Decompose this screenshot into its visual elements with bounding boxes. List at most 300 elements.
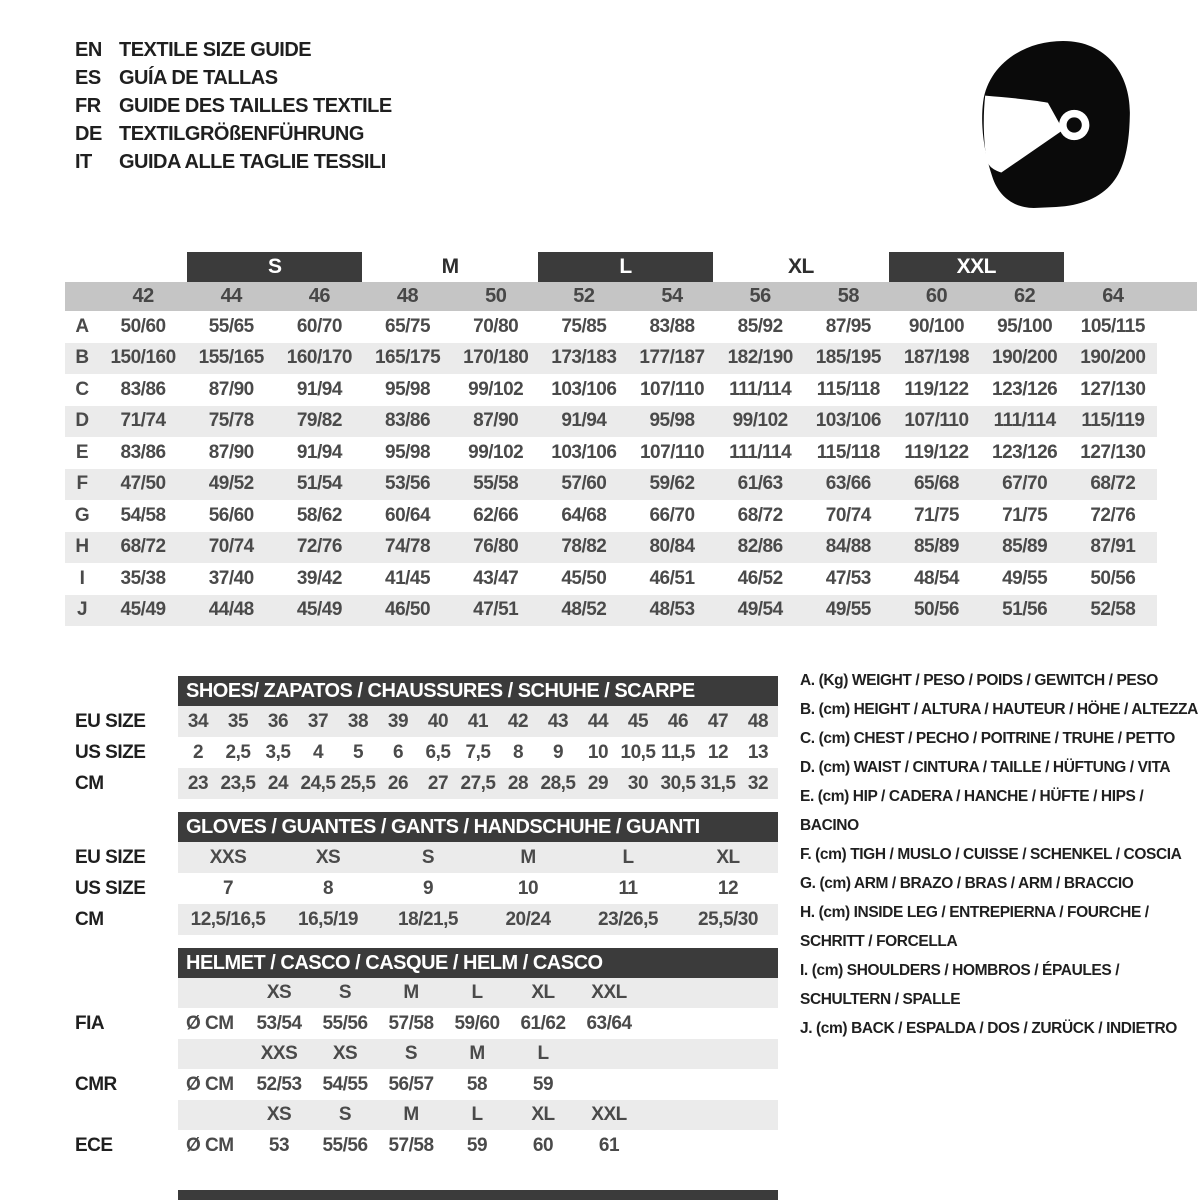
language-title: GUÍA DE TALLAS — [119, 66, 278, 89]
language-code: IT — [75, 150, 92, 173]
measurement-cell: 80/84 — [649, 536, 695, 558]
shoes-row — [75, 737, 778, 768]
row-letter: I — [79, 567, 85, 589]
racing-helmet-icon — [976, 38, 1138, 212]
helmet-size-value: 54/55 — [322, 1073, 368, 1095]
measurement-cell: 57/60 — [561, 473, 607, 495]
measurement-cell: 83/86 — [385, 410, 431, 432]
measurement-cell: 107/110 — [639, 441, 705, 463]
measurement-cell: 68/72 — [737, 504, 783, 526]
shoes-size-cell: 3,5 — [265, 741, 291, 763]
measurement-cell: 123/126 — [992, 378, 1058, 400]
helmet-size-label: M — [403, 1104, 419, 1125]
corner-cell — [65, 282, 99, 311]
language-title: TEXTILE SIZE GUIDE — [119, 38, 312, 61]
measurement-cell: 46/52 — [737, 567, 783, 589]
gloves-size-cell: 20/24 — [505, 908, 551, 930]
measurement-cell: 58/62 — [296, 504, 342, 526]
helmet-size-value: 56/57 — [388, 1073, 434, 1095]
size-group-label: S — [187, 252, 362, 282]
diameter-unit-label: Ø CM — [186, 1134, 234, 1156]
gloves-size-cell: XXS — [209, 846, 247, 868]
measurement-cell: 119/122 — [904, 378, 969, 400]
shoes-size-cell: 37 — [307, 710, 329, 732]
legend-entry: F. (cm) TIGH / MUSLO / CUISSE / SCHENKEL / COSCIA — [800, 846, 1182, 863]
measurement-cell: 83/86 — [120, 378, 166, 400]
shoes-size-cell: 7,5 — [465, 741, 491, 763]
helmet-size-label: XXS — [260, 1043, 298, 1064]
measurement-cell: 150/160 — [110, 347, 176, 369]
helmet-size-label: M — [403, 982, 419, 1003]
shoes-size-cell: 47 — [707, 710, 729, 732]
row-letter: A — [75, 315, 89, 337]
measurement-legend — [800, 666, 1200, 1043]
helmet-values-row — [75, 1069, 778, 1100]
shoes-size-cell: 8 — [512, 741, 524, 763]
gloves-row — [75, 842, 778, 873]
row-letter: C — [75, 378, 89, 400]
shoes-size-cell: 38 — [347, 710, 369, 732]
measurement-row — [65, 595, 1197, 627]
measurement-cell: 66/70 — [649, 504, 695, 526]
measurement-row — [65, 500, 1197, 532]
helmet-size-value: 58 — [466, 1073, 488, 1095]
helmet-values-row — [75, 1130, 778, 1161]
shoes-size-cell: 11,5 — [661, 741, 695, 763]
size-group-label: M — [441, 255, 459, 278]
helmet-size-value: 59/60 — [454, 1012, 500, 1034]
shoes-size-cell: 2,5 — [225, 741, 251, 763]
measurement-cell: 99/102 — [732, 410, 788, 432]
measurement-row — [65, 469, 1197, 501]
measurement-cell: 91/94 — [296, 441, 342, 463]
measurement-cell: 115/118 — [816, 378, 880, 400]
helmet-size-value: 63/64 — [586, 1012, 632, 1034]
language-row — [75, 36, 392, 64]
shoes-size-cell: 27 — [427, 772, 449, 794]
language-code: DE — [75, 122, 102, 145]
shoes-size-cell: 25,5 — [340, 772, 376, 794]
helmet-size-label: S — [338, 1104, 352, 1125]
row-label: EU SIZE — [75, 846, 146, 868]
measurement-cell: 48/54 — [913, 567, 959, 589]
shoes-size-cell: 28 — [507, 772, 529, 794]
shoes-size-cell: 23,5 — [220, 772, 256, 794]
helmet-size-value: 57/58 — [388, 1012, 434, 1034]
shoes-size-cell: 4 — [312, 741, 324, 763]
measurement-cell: 76/80 — [473, 536, 519, 558]
measurement-cell: 70/80 — [473, 315, 519, 337]
measurement-cell: 70/74 — [825, 504, 871, 526]
measurement-cell: 74/78 — [385, 536, 431, 558]
measurement-cell: 111/114 — [993, 410, 1056, 432]
measurement-cell: 115/119 — [1081, 410, 1145, 432]
size-cell: 46 — [308, 285, 331, 307]
helmet-standard-block — [75, 1100, 778, 1161]
measurement-cell: 50/56 — [1090, 567, 1136, 589]
measurement-cell: 59/62 — [649, 473, 695, 495]
shoes-section-title: SHOES/ ZAPATOS / CHAUSSURES / SCHUHE / SCARPE — [178, 676, 778, 706]
measurement-cell: 91/94 — [561, 410, 607, 432]
helmet-size-value: 61/62 — [520, 1012, 566, 1034]
measurement-cell: 155/165 — [198, 347, 264, 369]
shoes-size-cell: 41 — [467, 710, 489, 732]
measurement-cell: 119/122 — [904, 441, 969, 463]
helmet-size-label: S — [338, 982, 352, 1003]
measurement-cell: 87/90 — [208, 378, 254, 400]
measurement-cell: 62/66 — [473, 504, 519, 526]
measurement-cell: 55/58 — [473, 473, 519, 495]
language-row — [75, 120, 392, 148]
cropped-section-bar — [178, 1190, 778, 1200]
row-letter: B — [75, 347, 89, 369]
size-cell: 44 — [220, 285, 242, 307]
helmet-size-value: 59 — [532, 1073, 554, 1095]
row-letter: F — [76, 473, 88, 495]
row-label: EU SIZE — [75, 710, 146, 732]
gloves-section-title: GLOVES / GUANTES / GANTS / HANDSCHUHE / GUANTI — [178, 812, 778, 842]
measurement-cell: 170/180 — [463, 347, 529, 369]
measurement-cell: 63/66 — [825, 473, 871, 495]
measurement-cell: 55/65 — [208, 315, 254, 337]
helmet-size-label: L — [537, 1043, 549, 1064]
measurement-row — [65, 311, 1197, 343]
measurement-cell: 48/52 — [561, 599, 607, 621]
measurement-cell: 64/68 — [561, 504, 607, 526]
measurement-cell: 107/110 — [639, 378, 705, 400]
size-cell: 42 — [132, 285, 154, 307]
measurement-cell: 50/60 — [120, 315, 166, 337]
legend-entry: A. (Kg) WEIGHT / PESO / POIDS / GEWITCH / PESO — [800, 672, 1158, 689]
measurement-cell: 68/72 — [1090, 473, 1136, 495]
helmet-size-value: 53/54 — [256, 1012, 302, 1034]
measurement-cell: 111/114 — [729, 378, 792, 400]
shoes-size-cell: 39 — [387, 710, 409, 732]
measurement-cell: 46/50 — [385, 599, 431, 621]
measurement-cell: 45/49 — [296, 599, 342, 621]
measurement-cell: 87/90 — [473, 410, 519, 432]
measurement-cell: 105/115 — [1080, 315, 1145, 337]
shoes-size-cell: 45 — [627, 710, 649, 732]
shoes-size-cell: 31,5 — [700, 772, 736, 794]
measurement-cell: 103/106 — [551, 441, 617, 463]
measurement-cell: 67/70 — [1002, 473, 1048, 495]
measurement-cell: 103/106 — [551, 378, 617, 400]
helmet-size-label: S — [404, 1043, 418, 1064]
helmet-standard-block — [75, 1039, 778, 1100]
gloves-size-cell: 10 — [517, 877, 539, 899]
helmet-size-value: 55/56 — [322, 1012, 368, 1034]
shoes-size-cell: 9 — [552, 741, 564, 763]
shoes-size-cell: 6 — [392, 741, 404, 763]
shoes-row — [75, 706, 778, 737]
measurement-cell: 83/86 — [120, 441, 166, 463]
measurement-cell: 68/72 — [120, 536, 166, 558]
helmet-size-labels — [178, 1039, 778, 1069]
legend-entry: D. (cm) WAIST / CINTURA / TAILLE / HÜFTUNG / VITA — [800, 759, 1171, 776]
measurement-cell: 65/75 — [385, 315, 431, 337]
helmet-size-value: 59 — [466, 1134, 488, 1156]
helmet-size-value: 52/53 — [256, 1073, 302, 1095]
helmet-size-value: 53 — [268, 1134, 290, 1156]
gloves-size-cell: 12 — [717, 877, 739, 899]
measurement-cell: 37/40 — [208, 567, 254, 589]
shoes-size-cell: 32 — [747, 772, 769, 794]
measurement-cell: 49/55 — [825, 599, 871, 621]
measurement-row — [65, 563, 1197, 595]
gloves-size-cell: 16,5/19 — [298, 908, 358, 930]
helmet-section — [75, 948, 778, 1161]
measurement-cell: 47/51 — [473, 599, 519, 621]
measurement-cell: 60/64 — [385, 504, 431, 526]
row-letter: J — [76, 599, 88, 621]
size-cell: 50 — [485, 285, 507, 307]
gloves-row — [75, 873, 778, 904]
row-label: CM — [75, 772, 104, 794]
helmet-values-row — [75, 1008, 778, 1039]
measurement-cell: 95/98 — [385, 441, 431, 463]
size-cell: 52 — [573, 285, 595, 307]
measurement-row — [65, 437, 1197, 469]
measurement-cell: 72/76 — [296, 536, 342, 558]
row-letter: G — [74, 504, 90, 526]
size-cell: 56 — [749, 285, 771, 307]
shoes-size-cell: 24,5 — [300, 772, 336, 794]
measurement-cell: 49/55 — [1002, 567, 1048, 589]
measurement-cell: 54/58 — [120, 504, 166, 526]
shoes-size-cell: 26 — [387, 772, 409, 794]
measurement-cell: 165/175 — [374, 347, 441, 369]
measurement-cell: 99/102 — [468, 378, 524, 400]
helmet-size-label: XS — [266, 1104, 292, 1125]
size-group-header — [187, 252, 1064, 282]
shoes-size-cell: 5 — [352, 741, 364, 763]
helmet-size-label: XL — [531, 1104, 555, 1125]
textile-size-table — [65, 282, 1197, 626]
shoes-size-cell: 35 — [227, 710, 249, 732]
measurement-cell: 61/63 — [737, 473, 783, 495]
shoes-size-cell: 43 — [547, 710, 569, 732]
helmet-section-title: HELMET / CASCO / CASQUE / HELM / CASCO — [178, 948, 778, 978]
legend-entry: C. (cm) CHEST / PECHO / POITRINE / TRUHE / PETTO — [800, 730, 1175, 747]
helmet-size-label: L — [471, 1104, 483, 1125]
language-code: ES — [75, 66, 101, 89]
language-row — [75, 64, 392, 92]
shoes-size-cell: 12 — [707, 741, 729, 763]
measurement-cell: 45/50 — [561, 567, 607, 589]
helmet-standard-block — [75, 978, 778, 1039]
measurement-cell: 127/130 — [1080, 378, 1146, 400]
measurement-cell: 111/114 — [729, 441, 792, 463]
measurement-cell: 75/85 — [561, 315, 607, 337]
measurement-cell: 60/70 — [296, 315, 342, 337]
size-group-label: XL — [788, 255, 814, 278]
measurement-cell: 177/187 — [639, 347, 705, 369]
measurement-cell: 85/89 — [1002, 536, 1048, 558]
gloves-size-cell: XL — [716, 846, 740, 868]
measurement-cell: 190/200 — [992, 347, 1058, 369]
measurement-cell: 49/52 — [208, 473, 254, 495]
measurement-cell: 84/88 — [825, 536, 871, 558]
measurement-cell: 56/60 — [208, 504, 254, 526]
shoes-section — [75, 676, 778, 799]
language-row — [75, 148, 392, 176]
gloves-size-cell: S — [421, 846, 435, 868]
size-group-label: L — [538, 252, 713, 282]
language-title: GUIDE DES TAILLES TEXTILE — [119, 94, 392, 117]
helmet-size-label: M — [469, 1043, 485, 1064]
helmet-size-value: 57/58 — [388, 1134, 434, 1156]
measurement-cell: 95/100 — [997, 315, 1053, 337]
shoes-size-cell: 6,5 — [425, 741, 451, 763]
measurement-cell: 48/53 — [649, 599, 695, 621]
language-row — [75, 92, 392, 120]
measurement-cell: 65/68 — [913, 473, 959, 495]
shoes-size-cell: 10 — [587, 741, 609, 763]
shoes-size-cell: 30,5 — [660, 772, 696, 794]
shoes-size-cell: 28,5 — [540, 772, 576, 794]
standard-label: FIA — [75, 1012, 105, 1034]
shoes-size-cell: 29 — [587, 772, 609, 794]
measurement-cell: 107/110 — [904, 410, 969, 432]
measurement-cell: 99/102 — [468, 441, 524, 463]
measurement-cell: 123/126 — [992, 441, 1058, 463]
language-code: FR — [75, 94, 101, 117]
measurement-cell: 85/92 — [737, 315, 783, 337]
shoes-size-cell: 23 — [187, 772, 209, 794]
measurement-cell: 173/183 — [551, 347, 617, 369]
shoes-size-cell: 10,5 — [620, 741, 656, 763]
measurement-cell: 85/89 — [913, 536, 959, 558]
shoes-size-cell: 27,5 — [460, 772, 496, 794]
standard-label: ECE — [75, 1134, 113, 1156]
measurement-cell: 87/90 — [208, 441, 254, 463]
measurement-cell: 70/74 — [208, 536, 254, 558]
helmet-size-value: 61 — [598, 1134, 620, 1156]
measurement-cell: 95/98 — [385, 378, 431, 400]
measurement-cell: 47/50 — [120, 473, 166, 495]
measurement-cell: 53/56 — [385, 473, 431, 495]
gloves-size-cell: XS — [315, 846, 341, 868]
measurement-cell: 45/49 — [120, 599, 166, 621]
helmet-size-label: XXL — [591, 1104, 627, 1125]
diameter-unit-label: Ø CM — [186, 1012, 234, 1034]
row-label: CM — [75, 908, 104, 930]
gloves-size-cell: 7 — [222, 877, 234, 899]
shoes-size-cell: 34 — [187, 710, 209, 732]
helmet-size-labels — [178, 978, 778, 1008]
gloves-size-cell: 11 — [618, 877, 638, 899]
measurement-row — [65, 532, 1197, 564]
measurement-cell: 115/118 — [816, 441, 880, 463]
measurement-cell: 185/195 — [815, 347, 881, 369]
measurement-cell: 43/47 — [473, 567, 519, 589]
measurement-cell: 71/74 — [120, 410, 166, 432]
size-cell: 62 — [1014, 285, 1036, 307]
measurement-cell: 71/75 — [1002, 504, 1048, 526]
size-cell: 64 — [1102, 285, 1124, 307]
size-group-label: XXL — [889, 252, 1064, 282]
measurement-cell: 35/38 — [120, 567, 166, 589]
measurement-cell: 51/54 — [296, 473, 342, 495]
shoes-size-cell: 36 — [267, 710, 289, 732]
measurement-cell: 182/190 — [727, 347, 793, 369]
helmet-size-label: XS — [266, 982, 292, 1003]
measurement-cell: 160/170 — [286, 347, 352, 369]
legend-entry: E. (cm) HIP / CADERA / HANCHE / HÜFTE / HIPS / BACINO — [800, 788, 1144, 834]
shoes-size-cell: 30 — [627, 772, 649, 794]
measurement-cell: 51/56 — [1002, 599, 1048, 621]
measurement-cell: 79/82 — [296, 410, 342, 432]
measurement-cell: 103/106 — [815, 410, 881, 432]
measurement-cell: 127/130 — [1080, 441, 1146, 463]
row-letter: H — [75, 536, 89, 558]
helmet-size-label: XXL — [591, 982, 627, 1003]
measurement-cell: 91/94 — [296, 378, 342, 400]
legend-entry: B. (cm) HEIGHT / ALTURA / HAUTEUR / HÖHE / ALTEZZA — [800, 701, 1198, 718]
numeric-size-row — [65, 282, 1197, 311]
row-letter: D — [75, 410, 89, 432]
measurement-cell: 87/91 — [1090, 536, 1136, 558]
gloves-size-cell: 9 — [422, 877, 434, 899]
shoes-size-cell: 40 — [427, 710, 449, 732]
language-title: GUIDA ALLE TAGLIE TESSILI — [119, 150, 386, 173]
measurement-cell: 52/58 — [1090, 599, 1136, 621]
shoes-row — [75, 768, 778, 799]
size-cell: 48 — [396, 285, 419, 307]
gloves-size-cell: 12,5/16,5 — [190, 908, 266, 930]
measurement-cell: 71/75 — [913, 504, 959, 526]
measurement-cell: 90/100 — [908, 315, 965, 337]
shoes-size-cell: 24 — [267, 772, 289, 794]
legend-entry: G. (cm) ARM / BRAZO / BRAS / ARM / BRACCIO — [800, 875, 1134, 892]
helmet-size-value: 55/56 — [322, 1134, 368, 1156]
language-code: EN — [75, 38, 102, 61]
measurement-cell: 41/45 — [385, 567, 431, 589]
measurement-cell: 187/198 — [903, 347, 970, 369]
gloves-row — [75, 904, 778, 935]
measurement-row — [65, 374, 1197, 406]
gloves-section — [75, 812, 778, 935]
helmet-size-labels — [178, 1100, 778, 1130]
measurement-cell: 49/54 — [737, 599, 783, 621]
row-label: US SIZE — [75, 877, 146, 899]
measurement-cell: 78/82 — [561, 536, 607, 558]
gloves-size-cell: 25,5/30 — [698, 908, 758, 930]
diameter-unit-label: Ø CM — [186, 1073, 234, 1095]
measurement-cell: 82/86 — [737, 536, 783, 558]
shoes-size-cell: 2 — [192, 741, 204, 763]
measurement-cell: 95/98 — [649, 410, 695, 432]
size-cell: 54 — [661, 285, 683, 307]
gloves-size-cell: L — [622, 846, 634, 868]
helmet-size-label: XS — [332, 1043, 358, 1064]
shoes-size-cell: 48 — [747, 710, 769, 732]
standard-label: CMR — [75, 1073, 117, 1095]
language-title: TEXTILGRÖßENFÜHRUNG — [119, 122, 364, 145]
size-cell: 60 — [925, 285, 948, 307]
shoes-size-cell: 44 — [587, 710, 609, 732]
measurement-cell: 190/200 — [1080, 347, 1146, 369]
gloves-size-cell: 18/21,5 — [398, 908, 458, 930]
helmet-size-value: 60 — [532, 1134, 554, 1156]
size-cell: 58 — [837, 285, 859, 307]
measurement-cell: 50/56 — [913, 599, 959, 621]
row-label: US SIZE — [75, 741, 146, 763]
helmet-size-label: L — [471, 982, 483, 1003]
measurement-cell: 47/53 — [825, 567, 871, 589]
legend-entry: J. (cm) BACK / ESPALDA / DOS / ZURÜCK / INDIETRO — [800, 1020, 1177, 1037]
